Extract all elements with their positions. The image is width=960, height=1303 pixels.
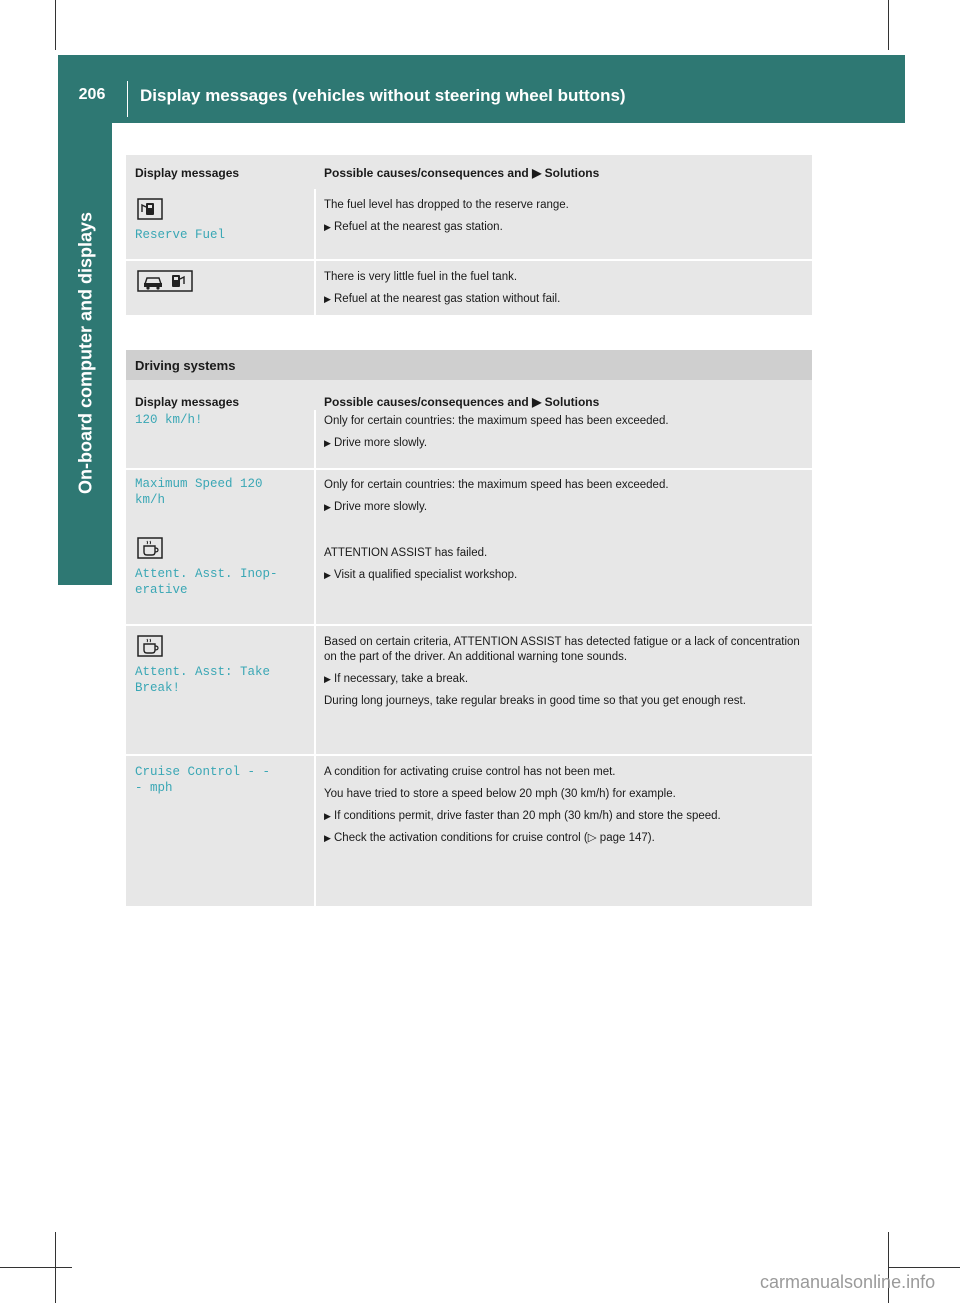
arrow-icon: ▶	[324, 222, 331, 232]
solution-item	[324, 436, 804, 451]
fuel-pump-icon	[135, 197, 165, 221]
cause-text: ATTENTION ASSIST has failed.	[324, 547, 488, 559]
cause-text: Only for certain countries: the maximum speed has been exceeded.	[324, 415, 669, 427]
solution-item	[324, 809, 804, 824]
watermark: carmanualsonline.info	[760, 1272, 936, 1292]
car-fuel-icon	[135, 269, 195, 293]
arrow-icon: ▶	[324, 502, 331, 512]
display-cell	[126, 470, 314, 528]
table-row	[126, 756, 812, 906]
column-header-display: Display messages	[135, 166, 240, 180]
causes-cell	[316, 626, 812, 754]
chapter-label: On-board computer and displays	[75, 211, 96, 495]
arrow-icon: ▶	[324, 833, 331, 843]
driving-systems-table	[126, 350, 812, 906]
crop-mark	[0, 1267, 72, 1268]
causes-cell	[316, 410, 812, 468]
column-header-display: Display messages	[135, 395, 240, 409]
arrow-icon: ▶	[324, 438, 331, 448]
solution-text: Check the activation conditions for cruise control (▷ page 147).	[334, 832, 655, 844]
display-message: Attent. Asst. Inop-erative	[135, 567, 278, 597]
display-cell	[126, 528, 314, 624]
solution-item	[324, 220, 804, 235]
display-cell	[126, 756, 314, 906]
display-cell	[126, 626, 314, 754]
table-row	[126, 626, 812, 754]
table-row	[126, 470, 812, 528]
section-title: Driving systems	[135, 358, 236, 373]
arrow-icon: ▶	[324, 570, 331, 580]
solution-item	[324, 672, 804, 687]
page-title: Display messages (vehicles without steering wheel buttons)	[140, 86, 626, 105]
solution-text: Refuel at the nearest gas station.	[334, 221, 503, 233]
solution-text: If necessary, take a break.	[334, 673, 469, 685]
table-header-row	[126, 155, 812, 189]
display-cell	[126, 410, 314, 468]
arrow-icon: ▶	[324, 674, 331, 684]
table-header-row	[126, 380, 812, 410]
display-message: Cruise Control - - - mph	[135, 765, 271, 795]
cause-text: A condition for activating cruise control has not been met.	[324, 766, 616, 778]
display-message: Attent. Asst: Take Break!	[135, 665, 271, 695]
crop-mark	[55, 0, 56, 50]
display-cell	[126, 189, 314, 259]
cause-text: Only for certain countries: the maximum speed has been exceeded.	[324, 479, 669, 491]
solution-text: Drive more slowly.	[334, 437, 428, 449]
page-header	[58, 55, 905, 123]
cause-text: The fuel level has dropped to the reserve range.	[324, 199, 569, 211]
causes-cell	[316, 470, 812, 528]
advice-text: During long journeys, take regular breaks in good time so that you get enough rest.	[324, 695, 746, 707]
cause-text: There is very little fuel in the fuel tank.	[324, 271, 518, 283]
crop-mark	[888, 1267, 960, 1268]
solution-item	[324, 292, 804, 307]
solution-item	[324, 568, 804, 583]
solution-text: Refuel at the nearest gas station without fail.	[334, 293, 561, 305]
solution-text: If conditions permit, drive faster than 20 mph (30 km/h) and store the speed.	[334, 810, 721, 822]
display-message: 120 km/h!	[135, 413, 203, 427]
chapter-side-tab	[58, 123, 112, 585]
arrow-icon: ▶	[324, 294, 331, 304]
table-row	[126, 528, 812, 624]
display-message: Maximum Speed 120 km/h	[135, 477, 263, 507]
causes-cell	[316, 189, 812, 259]
table-row	[126, 261, 812, 315]
display-cell	[126, 261, 314, 315]
section-heading	[126, 350, 812, 380]
crop-mark	[888, 0, 889, 50]
causes-cell	[316, 756, 812, 906]
column-header-causes: Possible causes/consequences and ▶ Solutions	[324, 166, 600, 180]
arrow-icon: ▶	[324, 811, 331, 821]
causes-cell	[316, 528, 812, 624]
solution-item	[324, 831, 804, 846]
table-row	[126, 189, 812, 259]
table-row	[126, 410, 812, 468]
cause-text: Based on certain criteria, ATTENTION ASSIST has detected fatigue or a lack of concentration on the part of the driver. An additional warning tone sounds.	[324, 636, 800, 663]
header-divider	[127, 81, 128, 117]
coffee-cup-icon	[135, 634, 165, 658]
page-number: 206	[78, 86, 106, 103]
solution-text: Drive more slowly.	[334, 501, 428, 513]
solution-text: Visit a qualified specialist workshop.	[334, 569, 518, 581]
causes-cell	[316, 261, 812, 315]
column-header-causes: Possible causes/consequences and ▶ Solutions	[324, 395, 600, 409]
coffee-cup-icon	[135, 536, 165, 560]
fuel-messages-table	[126, 155, 812, 315]
solution-item	[324, 500, 804, 515]
cause-text-2: You have tried to store a speed below 20 mph (30 km/h) for example.	[324, 788, 676, 800]
display-message: Reserve Fuel	[135, 228, 226, 242]
crop-mark	[55, 1232, 56, 1303]
